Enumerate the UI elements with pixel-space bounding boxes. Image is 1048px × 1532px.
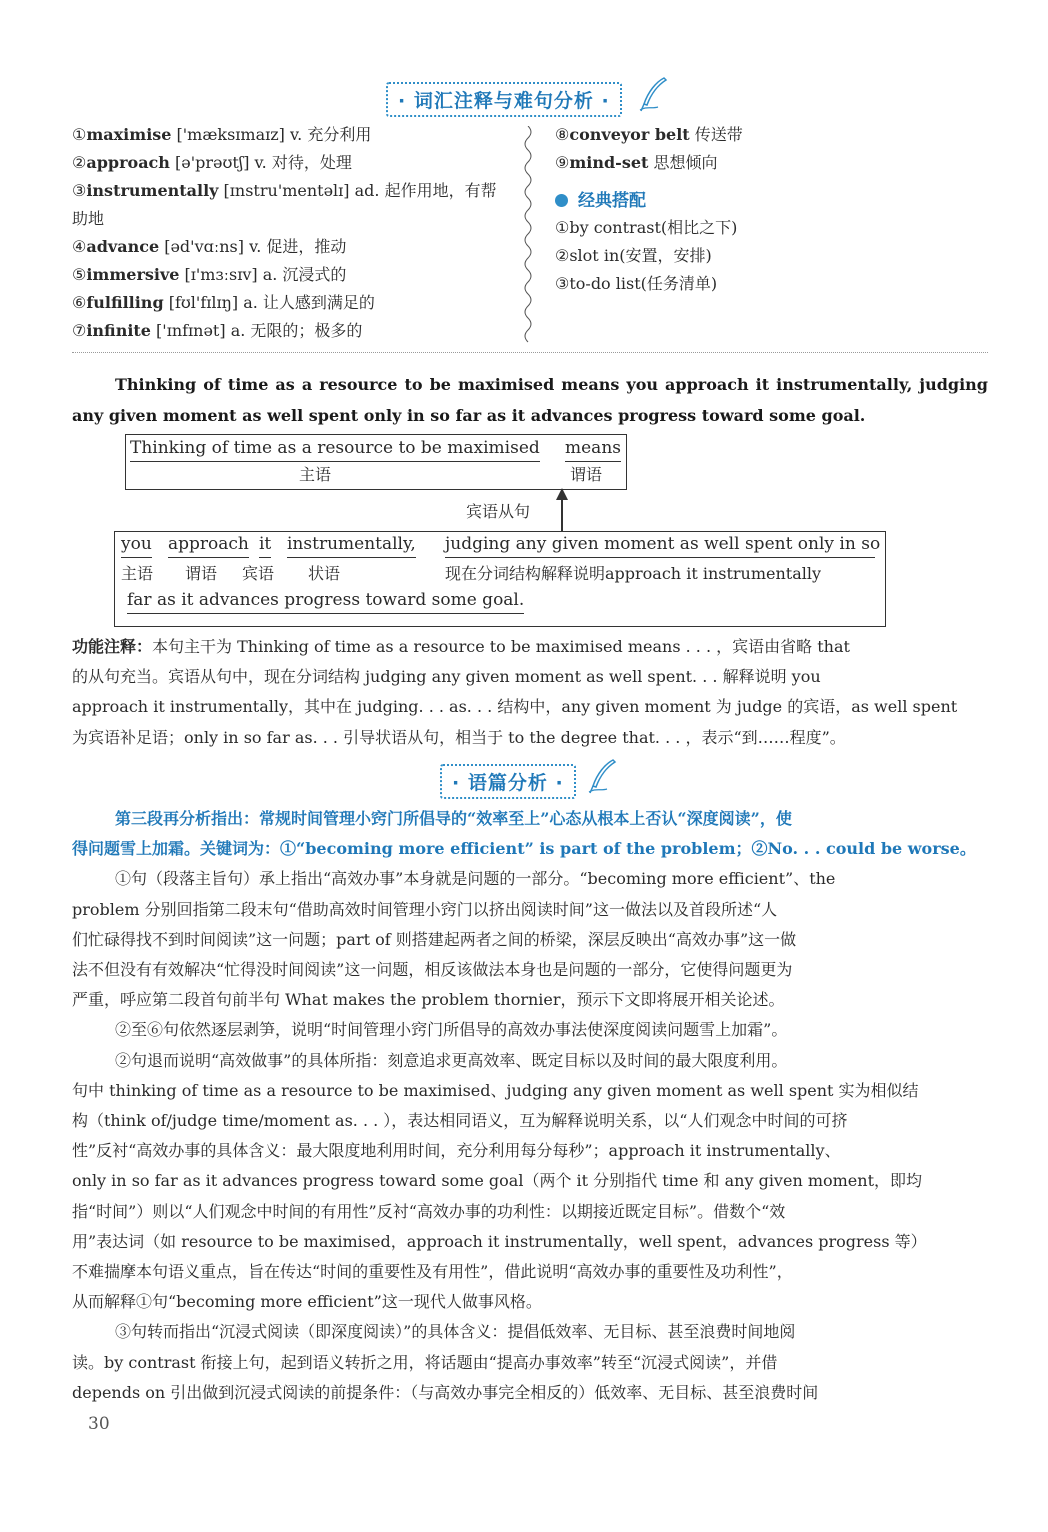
arrow-up-icon — [553, 488, 571, 532]
diagram-word-approach: approach — [168, 531, 249, 558]
body-line: 法不但没有有效解决“忙得没时间阅读”这一问题，相反该做法本身也是问题的一部分，它使得问题更为 — [72, 960, 793, 980]
diagram-label-subject: 主语 — [121, 564, 154, 583]
body-line: depends on 引出做到沉浸式阅读的前提条件：（与高效办事完全相反的）低效率、无目标、甚至浪费时间 — [72, 1382, 819, 1402]
intro-line: 第三段再分析指出：常规时间管理小窍门所倡导的“效率至上”心态从根本上否认“深度阅读”，使 — [115, 809, 792, 828]
function-notes — [72, 632, 988, 753]
vocab-item: ⑦infinite ['ɪnfɪnət] a. 无限的；极多的 — [72, 321, 363, 340]
diagram-verb-text: means — [565, 435, 621, 462]
discourse-analysis — [72, 804, 988, 1408]
quill-pen-icon — [587, 758, 617, 794]
function-note-line: 功能注释：本句主干为 Thinking of time as a resource to be maximised means . . . ，宾语由省略 that — [72, 637, 850, 656]
vocab-list-left — [72, 121, 512, 345]
intro-line: 得问题雪上加霜。关键词为：①“becoming more efficient” is part of the problem；②No. . . could be worse。 — [72, 839, 976, 859]
function-note-line: 为宾语补足语；only in so far as. . . 引导状语从句，相当于 to the degree that. . . ，表示“到……程度”。 — [72, 727, 846, 747]
quill-pen-icon — [638, 76, 668, 112]
body-line: 严重，呼应第二段首句前半句 What makes the problem thornier，预示下文即将展开相关论述。 — [72, 990, 785, 1010]
function-note-line: 的从句充当。宾语从句中，现在分词结构 judging any given moment as well spent. . . 解释说明 you — [72, 667, 821, 687]
collocation-item: ①by contrast(相比之下) — [555, 218, 738, 237]
body-line: 读。by contrast 衔接上句，起到语义转折之用，将话题由“提高办事效率”转至“沉浸式阅读”，并借 — [72, 1352, 778, 1372]
collocation-item: ②slot in(安置，安排) — [555, 246, 712, 265]
body-line: ②句退而说明“高效做事”的具体所指：刻意追求更高效率、既定目标以及时间的最大限度利用。 — [115, 1050, 788, 1070]
diagram-subject-label: 主语 — [299, 465, 332, 484]
diagram-participle-line1: judging any given moment as well spent only in so — [445, 531, 875, 558]
diagram-verb-label: 谓语 — [570, 465, 603, 484]
vocab-item: ⑥fulfilling [fʊl'fɪlɪŋ] a. 让人感到满足的 — [72, 293, 375, 312]
collocation-header: 经典搭配 — [555, 186, 995, 211]
diagram-label-adverbial: 状语 — [308, 564, 341, 583]
vocab-item: ⑧conveyor belt 传送带 — [555, 125, 743, 144]
vocab-item-continuation: 助地 — [72, 209, 105, 228]
diagram-subject-text: Thinking of time as a resource to be maximised — [130, 435, 540, 462]
diagram-participle-line2: far as it advances progress toward some goal. — [127, 587, 524, 614]
function-note-line: approach it instrumentally，其中在 judging. . . as. . . 结构中，any given moment 为 judge 的宾语，as well spent — [72, 697, 958, 717]
vocab-item: ⑨mind-set 思想倾向 — [555, 153, 718, 172]
diagram-word-you: you — [121, 531, 152, 558]
wavy-column-divider — [521, 126, 535, 344]
vocab-item: ③instrumentally [ɪnstru'mentəlɪ] ad. 起作用地，有帮 — [72, 181, 497, 200]
diagram-word-instrumentally: instrumentally, — [287, 531, 416, 558]
diagram-participle-label: 现在分词结构解释说明approach it instrumentally — [445, 564, 822, 583]
diagram-word-it: it — [259, 531, 271, 558]
blue-bullet-icon — [555, 194, 568, 207]
vocab-item: ⑤immersive [ɪ'mɜːsɪv] a. 沉浸式的 — [72, 265, 347, 284]
body-line: 构（think of/judge time/moment as. . . ），表达相同语义，互为解释说明关系，以“人们观念中时间的可挤 — [72, 1111, 848, 1131]
diagram-label-predicate: 谓语 — [185, 564, 218, 583]
vocab-item: ①maximise ['mæksɪmaɪz] v. 充分利用 — [72, 125, 372, 144]
body-line: ①句（段落主旨句）承上指出“高效办事”本身就是问题的一部分。“becoming more efficient”、the — [115, 869, 836, 889]
discourse-section-header: · 语篇分析 · — [440, 764, 576, 799]
body-line: 句中 thinking of time as a resource to be maximised、judging any given moment as well spent 实为相似结 — [72, 1080, 919, 1100]
body-line: 用”表达词（如 resource to be maximised，approach it instrumentally，well spent，advances progress 等） — [72, 1231, 927, 1251]
difficult-sentence: Thinking of time as a resource to be maximised means you approach it instrumentally, judging any given moment as well spent only in so far as it advances progress toward some goal. — [72, 375, 988, 425]
function-note-label: 功能注释： — [72, 637, 153, 656]
page-number: 30 — [88, 1414, 110, 1434]
body-line: 性”反衬“高效办事的具体含义：最大限度地利用时间，充分利用每分每秒”；approach it instrumentally、 — [72, 1141, 841, 1161]
vocab-section-header: · 词汇注释与难句分析 · — [386, 82, 622, 117]
vocab-item: ②approach [ə'prəʊtʃ] v. 对待，处理 — [72, 153, 352, 172]
body-line: ②至⑥句依然逐层剥笋，说明“时间管理小窍门所倡导的高效办事法使深度阅读问题雪上加霜”。 — [115, 1020, 788, 1040]
vocab-list-right — [555, 121, 995, 298]
section-divider — [72, 352, 988, 353]
body-line: only in so far as it advances progress toward some goal（两个 it 分别指代 time 和 any given moment，即均 — [72, 1171, 923, 1191]
body-line: ③句转而指出“沉浸式阅读（即深度阅读）”的具体含义：提倡低效率、无目标、甚至浪费时间地阅 — [115, 1322, 796, 1342]
body-line: 指“时间”）则以“人们观念中时间的有用性”反衬“高效办事的功利性：以期接近既定目标”。借数个“效 — [72, 1201, 786, 1221]
body-line: 从而解释①句“becoming more efficient”这一现代人做事风格。 — [72, 1292, 542, 1312]
body-line: problem 分别回指第二段末句“借助高效时间管理小窍门以挤出阅读时间”这一做法以及首段所述“人 — [72, 899, 778, 919]
body-line: 们忙碌得找不到时间阅读”这一问题；part of 则搭建起两者之间的桥梁，深层反映出“高效办事”这一做 — [72, 929, 797, 949]
diagram-label-object: 宾语 — [242, 564, 275, 583]
collocation-item: ③to-do list(任务清单) — [555, 274, 718, 293]
body-line: 不难揣摩本句语义重点，旨在传达“时间的重要性及有用性”，借此说明“高效办事的重要性及功利性”， — [72, 1262, 793, 1282]
diagram-arrow-label: 宾语从句 — [466, 502, 531, 521]
vocab-item: ④advance [əd'vɑːns] v. 促进，推动 — [72, 237, 347, 256]
